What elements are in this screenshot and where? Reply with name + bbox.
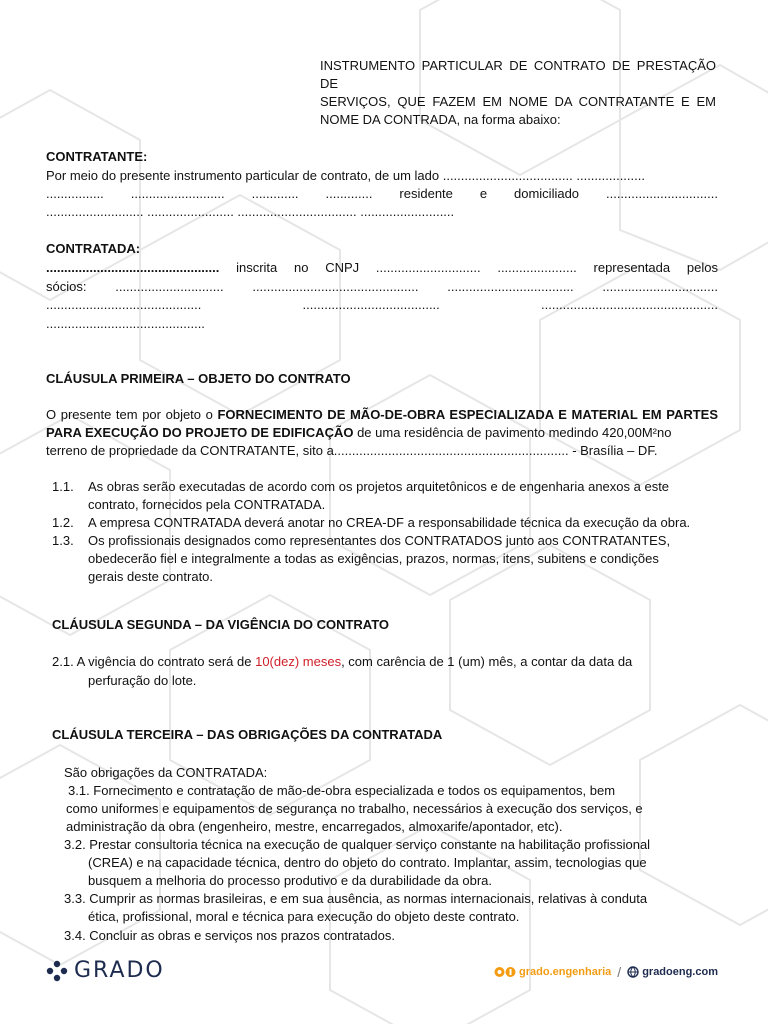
list-item xyxy=(52,514,718,532)
brand-name: GRADO xyxy=(74,958,165,983)
word: pelos xyxy=(686,260,718,275)
item-line: busquem a melhoria do processo produtivo e da durabilidade da obra. xyxy=(88,873,492,888)
item-line: como uniformes e equipamentos de segurança no trabalho, necessários à execução dos serviços, e xyxy=(66,801,643,816)
clausula-terceira-heading: CLÁUSULA TERCEIRA – DAS OBRIGAÇÕES DA CONTRATADA xyxy=(52,727,443,742)
blank-field: ............................... xyxy=(605,186,718,201)
word: residente xyxy=(399,186,453,201)
text: , com carência de 1 (um) mês, a contar da data da xyxy=(341,654,633,669)
word: representada xyxy=(593,260,671,275)
website-link[interactable]: gradoeng.com xyxy=(642,966,718,978)
blank-field: ................................ xyxy=(602,279,718,294)
item-line: A empresa CONTRATADA deverá anotar no CREA-DF a responsabilidade técnica da execução da obra. xyxy=(88,515,691,530)
item-line: 3.2. Prestar consultoria técnica na execução de qualquer serviço constante na habilitação profissional xyxy=(64,837,651,852)
item-line: gerais deste contrato. xyxy=(88,569,214,584)
list-item xyxy=(52,532,718,586)
bold-text: PARA EXECUÇÃO DO PROJETO DE EDIFICAÇÃO xyxy=(46,425,354,440)
blank-field: ................ xyxy=(46,186,104,201)
text: 2.1. A vigência do contrato será de xyxy=(52,654,256,669)
clausula-primeira-paragraph-line-3: terreno de propriedade da CONTRATANTE, sito a................................................................. - Brasília – DF. xyxy=(46,443,658,458)
contratante-line-1-text: Por meio do presente instrumento particular de contrato, de um lado .................................... ................... xyxy=(46,168,645,183)
clausula-segunda-line-2: perfuração do lote. xyxy=(88,673,197,688)
word: inscrita xyxy=(236,260,278,275)
contratante-heading: CONTRATANTE: xyxy=(46,149,148,164)
contratante-line-1 xyxy=(46,167,718,185)
obligation-3-4: 3.4. Concluir as obras e serviços nos prazos contratados. xyxy=(64,928,395,943)
item-number: 1.1. xyxy=(52,479,74,494)
highlight-text: 10(dez) meses xyxy=(255,654,342,669)
blank-field: .............................................. xyxy=(252,279,419,294)
obligation-3-2 xyxy=(64,836,724,890)
contratada-heading: CONTRATADA: xyxy=(46,241,141,256)
text: O presente tem por objeto o xyxy=(46,407,218,422)
contratada-line-1 xyxy=(46,259,718,277)
blank-field: .............................. xyxy=(115,279,224,294)
blank-field: .......................... xyxy=(130,186,225,201)
list-item xyxy=(52,478,718,514)
blank-field: ................................................ xyxy=(46,260,220,275)
document-title xyxy=(320,57,716,129)
contratada-line-4: ............................................ xyxy=(46,316,205,331)
word: e xyxy=(479,186,488,201)
contratante-line-3: ........................... ........................ ................................. .......................... xyxy=(46,204,455,219)
word: domiciliado xyxy=(514,186,580,201)
title-line-3: NOME DA CONTRADA, na forma abaixo: xyxy=(320,112,561,127)
clausula-segunda-heading: CLÁUSULA SEGUNDA – DA VIGÊNCIA DO CONTRATO xyxy=(52,617,390,632)
clausula-primeira-paragraph-line-1 xyxy=(46,406,718,424)
item-number: 1.2. xyxy=(52,515,74,530)
blank-field: ................................................. xyxy=(541,297,718,312)
clausula-primeira-heading: CLÁUSULA PRIMEIRA – OBJETO DO CONTRATO xyxy=(46,371,351,386)
blank-field: ............................. xyxy=(375,260,481,275)
blank-field: ...................... xyxy=(497,260,577,275)
item-line: contrato, fornecidos pela CONTRATADA. xyxy=(88,497,326,512)
contratada-line-3 xyxy=(46,296,718,314)
title-line-2: SERVIÇOS, QUE FAZEM EM NOME DA CONTRATANTE E EM xyxy=(320,94,716,109)
footer-links xyxy=(494,963,718,981)
social-icons xyxy=(494,966,516,978)
blank-field: ........................................... xyxy=(46,297,202,312)
obligation-3-3 xyxy=(64,890,724,926)
blank-field: ................................... xyxy=(447,279,574,294)
globe-icon xyxy=(627,966,639,978)
contratada-line-2 xyxy=(46,278,718,296)
blank-field: ............. xyxy=(325,186,373,201)
item-line: (CREA) e na capacidade técnica, dentro do objeto do contrato. Implantar, assim, tecnologias que xyxy=(88,855,647,870)
item-line: ética, profissional, moral e técnica para execução do objeto deste contrato. xyxy=(88,909,520,924)
item-line: Os profissionais designados como representantes dos CONTRATADOS junto aos CONTRATANTES, xyxy=(88,533,671,548)
bold-text: FORNECIMENTO DE MÃO-DE-OBRA ESPECIALIZADA E MATERIAL EM PARTES xyxy=(217,407,719,422)
word: sócios: xyxy=(46,279,87,294)
instagram-link[interactable]: grado.engenharia xyxy=(519,966,612,978)
clausula-segunda-line-1 xyxy=(52,653,718,671)
item-line: 3.1. Fornecimento e contratação de mão-de-obra especializada e todos os equipamentos, bem xyxy=(68,783,616,798)
text: de uma residência de pavimento medindo 420,00M²no xyxy=(353,425,672,440)
title-line-1: INSTRUMENTO PARTICULAR DE CONTRATO DE PRESTAÇÃO DE xyxy=(320,58,716,91)
blank-field: ...................................... xyxy=(302,297,440,312)
obligation-3-1 xyxy=(64,782,724,836)
item-number: 1.3. xyxy=(52,533,74,548)
clausula-terceira-intro: São obrigações da CONTRATADA: xyxy=(64,765,268,780)
contratante-line-2 xyxy=(46,185,718,203)
blank-field: ............. xyxy=(251,186,299,201)
item-line: 3.3. Cumprir as normas brasileiras, e em sua ausência, as normas internacionais, relativas à conduta xyxy=(64,891,648,906)
grado-logo xyxy=(46,960,165,982)
word: no xyxy=(294,260,309,275)
item-line: obedecerão fiel e integralmente a todas as exigências, prazos, normas, itens, subitens e condições xyxy=(88,551,659,566)
separator: / xyxy=(617,964,622,980)
item-line: As obras serão executadas de acordo com os projetos arquitetônicos e de engenharia anexos a este xyxy=(88,479,670,494)
item-line: administração da obra (engenheiro, mestre, encarregados, almoxarife/apontador, etc). xyxy=(66,819,563,834)
clausula-primeira-paragraph-line-2 xyxy=(46,424,718,442)
grado-logo-icon xyxy=(46,960,68,982)
word: CNPJ xyxy=(325,260,360,275)
